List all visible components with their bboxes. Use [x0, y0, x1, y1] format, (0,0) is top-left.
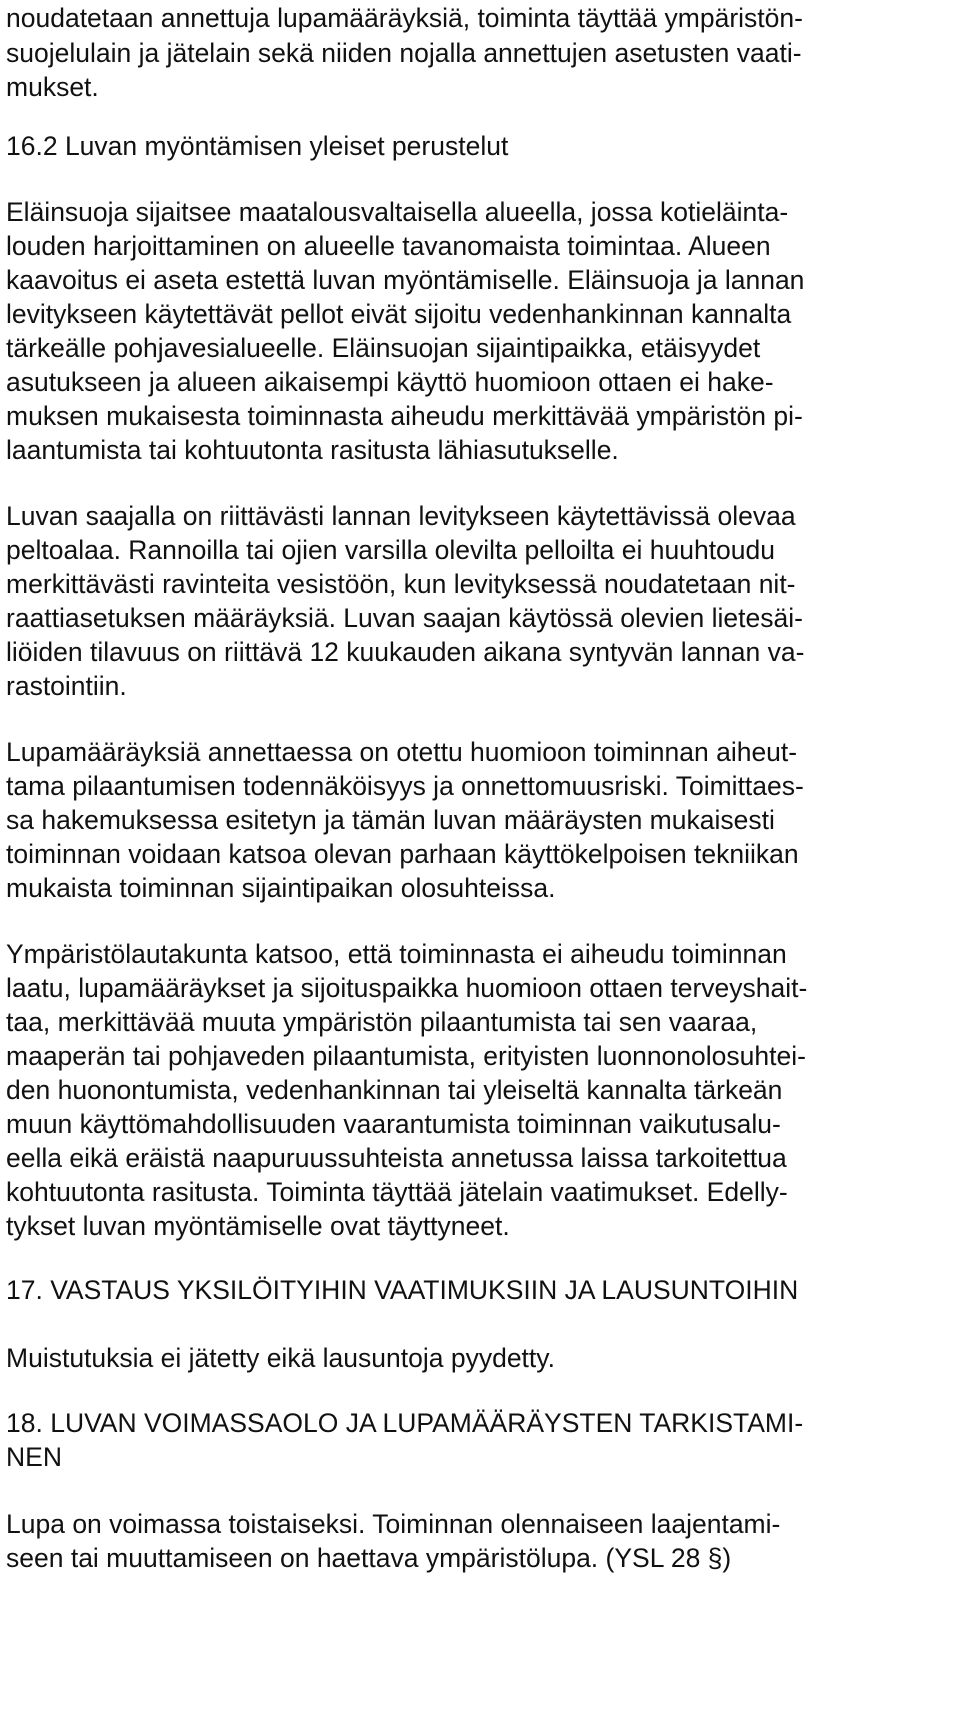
text-line: raattiasetuksen määräyksiä. Luvan saajan käytössä olevien lietesäi- — [6, 603, 803, 633]
text-line: Lupa on voimassa toistaiseksi. Toiminnan olennaiseen laajentami- — [6, 1509, 781, 1539]
text-line: Luvan saajalla on riittävästi lannan levitykseen käytettävissä olevaa — [6, 501, 796, 531]
text-line: suojelulain ja jätelain sekä niiden nojalla annettujen asetusten vaati- — [6, 38, 802, 68]
text-line: noudatetaan annettuja lupamääräyksiä, toiminta täyttää ympäristön- — [6, 3, 803, 33]
text-line: maaperän tai pohjaveden pilaantumista, erityisten luonnonolosuhtei- — [6, 1041, 806, 1071]
text-line: Ympäristölautakunta katsoo, että toiminnasta ei aiheudu toiminnan — [6, 939, 787, 969]
text-line: merkittävästi ravinteita vesistöön, kun levityksessä noudatetaan nit- — [6, 569, 796, 599]
text-line: Lupamääräyksiä annettaessa on otettu huomioon toiminnan aiheut- — [6, 737, 798, 767]
text-line: toiminnan voidaan katsoa olevan parhaan käyttökelpoisen tekniikan — [6, 839, 799, 869]
text-line: liöiden tilavuus on riittävä 12 kuukauden aikana syntyvän lannan va- — [6, 637, 805, 667]
text-line: Eläinsuoja sijaitsee maatalousvaltaisella alueella, jossa kotieläinta- — [6, 197, 789, 227]
text-line: tykset luvan myöntämiselle ovat täyttyneet. — [6, 1211, 510, 1241]
text-line: muksen mukaisesta toiminnasta aiheudu merkittävää ympäristön pi- — [6, 401, 803, 431]
text-line: mukaista toiminnan sijaintipaikan olosuhteissa. — [6, 873, 556, 903]
text-line: Muistutuksia ei jätetty eikä lausuntoja pyydetty. — [6, 1343, 555, 1373]
text-line: laatu, lupamääräykset ja sijoituspaikka huomioon ottaen terveyshait- — [6, 973, 808, 1003]
section-heading-18-continued: NEN — [6, 1442, 62, 1472]
text-line: taa, merkittävää muuta ympäristön pilaantumista tai sen vaaraa, — [6, 1007, 758, 1037]
text-line: asutukseen ja alueen aikaisempi käyttö huomioon ottaen ei hake- — [6, 367, 774, 397]
text-line: rastointiin. — [6, 671, 127, 701]
text-line: kaavoitus ei aseta estettä luvan myöntämiselle. Eläinsuoja ja lannan — [6, 265, 805, 295]
text-line: tärkeälle pohjavesialueelle. Eläinsuojan sijaintipaikka, etäisyydet — [6, 333, 761, 363]
text-line: eella eikä eräistä naapuruussuhteista annetussa laissa tarkoitettua — [6, 1143, 787, 1173]
section-heading-18: 18. LUVAN VOIMASSAOLO JA LUPAMÄÄRÄYSTEN TARKISTAMI- — [6, 1408, 804, 1438]
text-line: levitykseen käytettävät pellot eivät sijoitu vedenhankinnan kannalta — [6, 299, 792, 329]
text-line: laantumista tai kohtuutonta rasitusta lähiasutukselle. — [6, 435, 619, 465]
text-line: tama pilaantumisen todennäköisyys ja onnettomuusriski. Toimittaes- — [6, 771, 804, 801]
text-line: muun käyttömahdollisuuden vaarantumista toiminnan vaikutusalu- — [6, 1109, 781, 1139]
text-line: mukset. — [6, 72, 99, 102]
section-heading-17: 17. VASTAUS YKSILÖITYIHIN VAATIMUKSIIN JA LAUSUNTOIHIN — [6, 1275, 799, 1305]
text-line: kohtuutonta rasitusta. Toiminta täyttää jätelain vaatimukset. Edelly- — [6, 1177, 788, 1207]
section-heading-16-2: 16.2 Luvan myöntämisen yleiset perustelut — [6, 131, 509, 161]
text-line: den huonontumista, vedenhankinnan tai yleiseltä kannalta tärkeän — [6, 1075, 783, 1105]
text-line: louden harjoittaminen on alueelle tavanomaista toimintaa. Alueen — [6, 231, 771, 261]
text-line: peltoalaa. Rannoilla tai ojien varsilla olevilta pelloilta ei huuhtoudu — [6, 535, 776, 565]
text-line: seen tai muuttamiseen on haettava ympäristölupa. (YSL 28 §) — [6, 1543, 732, 1573]
text-line: sa hakemuksessa esitetyn ja tämän luvan määräysten mukaisesti — [6, 805, 775, 835]
